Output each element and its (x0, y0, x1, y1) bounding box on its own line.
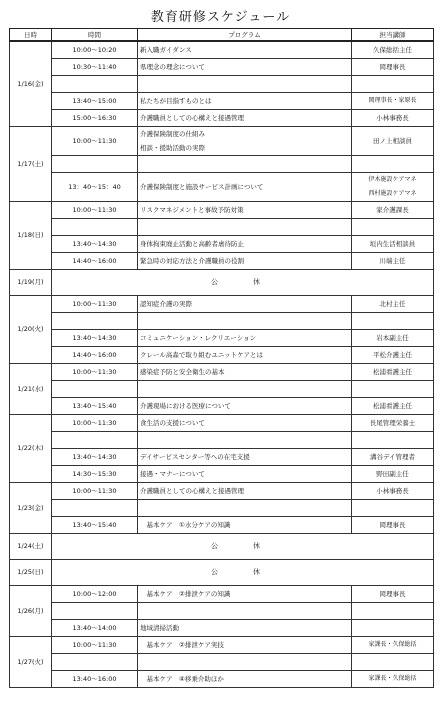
program-cell: 基本ケア ②排泄ケアの知識 (138, 586, 352, 603)
program-cell: 新入職ガイダンス (138, 41, 352, 59)
program-cell (138, 219, 352, 236)
table-row (10, 313, 434, 330)
holiday-cell: 公 休 (52, 560, 434, 586)
program-cell: 食生活の支援について (138, 415, 352, 432)
table-row (10, 671, 434, 688)
program-line: 介護保険制度の仕組み (140, 130, 205, 138)
lecturer-cell (352, 381, 434, 398)
time-cell: 10:30〜11:40 (52, 59, 138, 76)
program-cell: 身体拘束廃止活動と高齢者虐待防止 (138, 236, 352, 253)
time-cell: 13:40〜15:40 (52, 398, 138, 415)
lecturer-cell (352, 620, 434, 637)
program-cell: 介護職員としての心構えと接遇管理 (138, 483, 352, 500)
table-row (10, 76, 434, 93)
table-row (10, 41, 434, 59)
lecturer-cell: 北村主任 (352, 296, 434, 313)
table-row (10, 253, 434, 270)
time-cell (52, 500, 138, 517)
time-cell: 15:00〜16:30 (52, 110, 138, 127)
table-row (10, 381, 434, 398)
time-cell: 10:00〜11:30 (52, 296, 138, 313)
table-row (10, 534, 434, 560)
lecturer-cell: 小林事務長 (352, 110, 434, 127)
program-cell: 介護職員としての心構えと接遇管理 (138, 110, 352, 127)
table-row (10, 236, 434, 253)
time-cell: 10:00〜12:00 (52, 586, 138, 603)
program-cell (138, 156, 352, 173)
program-cell: 感染症予防と安全衛生の基本 (138, 364, 352, 381)
lecturer-line: 西村施設ケアマネ (368, 190, 417, 197)
table-row (10, 432, 434, 449)
lecturer-cell (352, 156, 434, 173)
table-row (10, 127, 434, 156)
time-cell: 10:00〜11:30 (52, 637, 138, 654)
lecturer-cell (352, 173, 434, 202)
schedule-table (9, 28, 434, 688)
time-cell (52, 603, 138, 620)
table-row (10, 449, 434, 466)
date-cell: 1/22(木) (10, 415, 52, 483)
table-row (10, 364, 434, 381)
lecturer-cell (352, 219, 434, 236)
time-cell (52, 313, 138, 330)
lecturer-cell: 平松介護主任 (352, 347, 434, 364)
lecturer-cell (352, 432, 434, 449)
time-cell: 10:00〜11:30 (52, 127, 138, 156)
table-row (10, 93, 434, 110)
program-cell: コミュニケーション・レクリエーション (138, 330, 352, 347)
lecturer-cell: 岡理事長 (352, 59, 434, 76)
time-cell (52, 219, 138, 236)
time-cell: 10:00〜11:30 (52, 483, 138, 500)
program-cell (138, 432, 352, 449)
date-cell: 1/18(日) (10, 202, 52, 270)
date-cell: 1/25(日) (10, 560, 52, 586)
date-cell: 1/17(土) (10, 127, 52, 202)
lecturer-cell: 久保総括主任 (352, 41, 434, 59)
date-cell: 1/16(金) (10, 41, 52, 127)
lecturer-cell: 溝谷デイ管理者 (352, 449, 434, 466)
holiday-cell: 公 休 (52, 270, 434, 296)
time-cell (52, 381, 138, 398)
program-cell: 基本ケア ①水分ケアの知識 (138, 517, 352, 534)
time-cell (52, 76, 138, 93)
time-cell (52, 156, 138, 173)
lecturer-cell: 家課長・久保総括 (352, 637, 434, 654)
program-cell: 私たちが目指すものとは (138, 93, 352, 110)
table-row (10, 110, 434, 127)
schedule-body (10, 41, 434, 688)
table-row (10, 156, 434, 173)
program-cell: 認知症介護の実際 (138, 296, 352, 313)
program-cell (138, 500, 352, 517)
lecturer-cell: 松浦看護主任 (352, 398, 434, 415)
program-cell: 基本ケア ②排泄ケア実技 (138, 637, 352, 654)
time-cell: 14:40〜16:00 (52, 347, 138, 364)
lecturer-cell: 松浦看護主任 (352, 364, 434, 381)
lecturer-line: 伊木施設ケアマネ (368, 176, 417, 183)
program-cell (138, 381, 352, 398)
table-row (10, 466, 434, 483)
table-row (10, 620, 434, 637)
lecturer-cell (352, 603, 434, 620)
lecturer-cell: 川端主任 (352, 253, 434, 270)
time-cell: 13:40〜14:30 (52, 330, 138, 347)
time-cell (52, 432, 138, 449)
header-row (10, 29, 434, 42)
table-row (10, 173, 434, 202)
program-cell: クレール高森で取り組むユニットケアとは (138, 347, 352, 364)
lecturer-cell: 小林事務長 (352, 483, 434, 500)
program-line: 相談・援助活動の実際 (140, 144, 205, 152)
table-row (10, 654, 434, 671)
program-cell (138, 654, 352, 671)
table-row (10, 219, 434, 236)
program-cell: リスクマネジメントと事故予防対策 (138, 202, 352, 219)
time-cell: 13：40〜15：40 (52, 173, 138, 202)
table-row (10, 560, 434, 586)
date-cell: 1/27(火) (10, 637, 52, 688)
program-cell: 緊急時の対応方法と介護職員の役割 (138, 253, 352, 270)
header-time: 時間 (52, 29, 138, 42)
lecturer-cell: 岡理事長 (352, 586, 434, 603)
header-date: 日時 (10, 29, 52, 42)
program-cell: 介護現場における医療について (138, 398, 352, 415)
table-row (10, 637, 434, 654)
lecturer-cell: 垣内生活相談員 (352, 236, 434, 253)
program-cell: 地域清掃活動 (138, 620, 352, 637)
table-row (10, 500, 434, 517)
date-cell: 1/23(金) (10, 483, 52, 534)
date-cell: 1/26(月) (10, 586, 52, 637)
time-cell: 10:00〜11:30 (52, 415, 138, 432)
program-cell: 介護保険制度と施設サービス計画について (138, 173, 352, 202)
table-row (10, 296, 434, 313)
table-row (10, 270, 434, 296)
lecturer-cell: 野田副主任 (352, 466, 434, 483)
lecturer-cell (352, 313, 434, 330)
time-cell: 13:40〜14:30 (52, 236, 138, 253)
program-cell (138, 313, 352, 330)
time-cell: 10:00〜11:30 (52, 202, 138, 219)
lecturer-cell: 岡理事長・家原長 (352, 93, 434, 110)
program-cell (138, 76, 352, 93)
program-cell: 県理念の理念について (138, 59, 352, 76)
time-cell: 14:40〜16:00 (52, 253, 138, 270)
table-row (10, 347, 434, 364)
time-cell: 14:30〜15:30 (52, 466, 138, 483)
lecturer-cell (352, 500, 434, 517)
lecturer-cell: 家介護課長 (352, 202, 434, 219)
date-cell: 1/24(土) (10, 534, 52, 560)
time-cell: 10:00〜11:30 (52, 364, 138, 381)
time-cell (52, 654, 138, 671)
table-row (10, 398, 434, 415)
time-cell: 13:40〜14:00 (52, 620, 138, 637)
table-row (10, 603, 434, 620)
table-row (10, 517, 434, 534)
lecturer-cell: 家課長・久保総括 (352, 671, 434, 688)
date-cell: 1/21(水) (10, 364, 52, 415)
program-cell: デイサービスセンター等への在宅支援 (138, 449, 352, 466)
lecturer-cell (352, 76, 434, 93)
table-row (10, 330, 434, 347)
page-title: 教育研修スケジュール (150, 10, 291, 25)
time-cell: 13:40〜14:30 (52, 449, 138, 466)
time-cell: 13:40〜16:00 (52, 671, 138, 688)
program-cell (138, 603, 352, 620)
header-program: プログラム (138, 29, 352, 42)
program-cell (138, 127, 352, 156)
time-cell: 13:40〜15:00 (52, 93, 138, 110)
header-lecturer: 担当講師 (352, 29, 434, 42)
lecturer-cell: 岡理事長 (352, 517, 434, 534)
table-row (10, 59, 434, 76)
date-cell: 1/19(月) (10, 270, 52, 296)
table-row (10, 483, 434, 500)
lecturer-cell: 田ノ上相談員 (352, 127, 434, 156)
lecturer-cell (352, 654, 434, 671)
holiday-cell: 公 休 (52, 534, 434, 560)
table-row (10, 202, 434, 219)
program-cell: 基本ケア ④移乗介助ほか (138, 671, 352, 688)
date-cell: 1/20(火) (10, 296, 52, 364)
table-row (10, 586, 434, 603)
lecturer-cell: 岩本副主任 (352, 330, 434, 347)
time-cell: 10:00〜10:20 (52, 41, 138, 59)
lecturer-cell: 長尾管理栄養士 (352, 415, 434, 432)
table-row (10, 415, 434, 432)
time-cell: 13:40〜15:40 (52, 517, 138, 534)
program-cell: 接遇・マナーについて (138, 466, 352, 483)
